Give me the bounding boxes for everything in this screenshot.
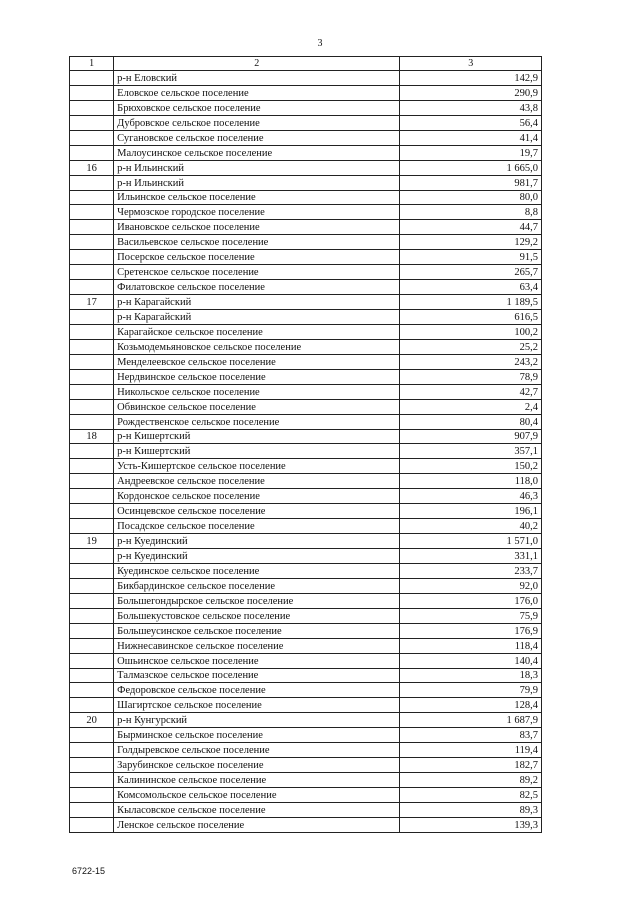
settlement-name-cell: Шагиртское сельское поселение [114,698,400,713]
settlement-name-cell: Большекустовское сельское поселение [114,608,400,623]
value-cell: 19,7 [400,145,542,160]
row-number-cell [70,758,114,773]
row-number-cell [70,145,114,160]
row-number-cell [70,235,114,250]
value-cell: 43,8 [400,100,542,115]
table-row [70,668,542,683]
row-number-cell [70,638,114,653]
value-cell: 176,9 [400,623,542,638]
value-cell: 75,9 [400,608,542,623]
table-row [70,474,542,489]
settlement-name-cell: Брюховское сельское поселение [114,100,400,115]
value-cell: 907,9 [400,429,542,444]
row-number-cell [70,519,114,534]
table-row [70,788,542,803]
settlement-name-cell: Малоусинское сельское поселение [114,145,400,160]
value-cell: 981,7 [400,175,542,190]
value-cell: 182,7 [400,758,542,773]
table-row [70,250,542,265]
row-number-cell [70,623,114,638]
settlement-name-cell: Зарубинское сельское поселение [114,758,400,773]
settlement-name-cell: Бикбардинское сельское поселение [114,578,400,593]
value-cell: 2,4 [400,399,542,414]
row-number-cell [70,504,114,519]
table-row [70,504,542,519]
settlement-name-cell: Менделеевское сельское поселение [114,354,400,369]
value-cell: 196,1 [400,504,542,519]
table-body [70,57,542,833]
row-number-cell [70,115,114,130]
settlement-name-cell: Дубровское сельское поселение [114,115,400,130]
column-header-name: 2 [114,57,400,71]
value-cell: 119,4 [400,743,542,758]
settlement-name-cell: р-н Ильинский [114,160,400,175]
table-row [70,324,542,339]
table-row [70,85,542,100]
row-number-cell [70,593,114,608]
settlement-name-cell: Сретенское сельское поселение [114,265,400,280]
table-row [70,459,542,474]
value-cell: 89,3 [400,802,542,817]
row-number-cell [70,100,114,115]
row-number-cell [70,85,114,100]
table-row [70,414,542,429]
table-row [70,295,542,310]
row-number-cell: 16 [70,160,114,175]
table-row [70,205,542,220]
settlement-name-cell: Комсомольское сельское поселение [114,788,400,803]
value-cell: 616,5 [400,310,542,325]
table-row [70,802,542,817]
settlement-name-cell: Васильевское сельское поселение [114,235,400,250]
settlement-name-cell: Нердвинское сельское поселение [114,369,400,384]
table-row [70,683,542,698]
table-row [70,369,542,384]
table-row [70,489,542,504]
settlement-name-cell: Кордонское сельское поселение [114,489,400,504]
settlement-name-cell: Никольское сельское поселение [114,384,400,399]
row-number-cell [70,399,114,414]
row-number-cell [70,698,114,713]
settlement-name-cell: р-н Кишертский [114,429,400,444]
table-row [70,698,542,713]
value-cell: 150,2 [400,459,542,474]
settlement-name-cell: Большегондырское сельское поселение [114,593,400,608]
value-cell: 1 687,9 [400,713,542,728]
value-cell: 139,3 [400,817,542,832]
table-row [70,728,542,743]
table-row [70,399,542,414]
row-number-cell [70,653,114,668]
value-cell: 25,2 [400,339,542,354]
value-cell: 1 665,0 [400,160,542,175]
table-row [70,384,542,399]
table-row [70,743,542,758]
value-cell: 265,7 [400,265,542,280]
value-cell: 331,1 [400,549,542,564]
row-number-cell [70,683,114,698]
value-cell: 83,7 [400,728,542,743]
row-number-cell [70,728,114,743]
table-row [70,534,542,549]
settlement-name-cell: р-н Ильинский [114,175,400,190]
table-row [70,817,542,832]
row-number-cell [70,773,114,788]
row-number-cell [70,608,114,623]
table-row [70,713,542,728]
settlement-name-cell: Чермозское городское поселение [114,205,400,220]
settlement-name-cell: Куединское сельское поселение [114,563,400,578]
row-number-cell: 19 [70,534,114,549]
table-row [70,653,542,668]
settlement-name-cell: р-н Куединский [114,549,400,564]
value-cell: 82,5 [400,788,542,803]
value-cell: 357,1 [400,444,542,459]
value-cell: 118,4 [400,638,542,653]
value-cell: 79,9 [400,683,542,698]
settlement-name-cell: р-н Кунгурский [114,713,400,728]
settlement-name-cell: р-н Куединский [114,534,400,549]
value-cell: 92,0 [400,578,542,593]
column-header-number: 1 [70,57,114,71]
settlement-name-cell: Талмазское сельское поселение [114,668,400,683]
settlement-name-cell: р-н Карагайский [114,310,400,325]
settlement-name-cell: Еловское сельское поселение [114,85,400,100]
table-row [70,563,542,578]
row-number-cell [70,802,114,817]
value-cell: 18,3 [400,668,542,683]
table-row [70,339,542,354]
row-number-cell: 20 [70,713,114,728]
table-row [70,190,542,205]
settlement-name-cell: Сугановское сельское поселение [114,130,400,145]
row-number-cell [70,459,114,474]
value-cell: 80,4 [400,414,542,429]
settlement-name-cell: Рождественское сельское поселение [114,414,400,429]
table-row [70,160,542,175]
value-cell: 80,0 [400,190,542,205]
table-row [70,265,542,280]
table-row [70,175,542,190]
settlement-name-cell: р-н Еловский [114,71,400,86]
value-cell: 44,7 [400,220,542,235]
table-row [70,444,542,459]
row-number-cell [70,578,114,593]
settlement-name-cell: Ивановское сельское поселение [114,220,400,235]
value-cell: 1 189,5 [400,295,542,310]
value-cell: 290,9 [400,85,542,100]
table-row [70,608,542,623]
row-number-cell [70,743,114,758]
settlement-name-cell: Осинцевское сельское поселение [114,504,400,519]
row-number-cell: 17 [70,295,114,310]
settlement-name-cell: Ошьинское сельское поселение [114,653,400,668]
value-cell: 243,2 [400,354,542,369]
table-row [70,354,542,369]
value-cell: 100,2 [400,324,542,339]
value-cell: 118,0 [400,474,542,489]
settlement-name-cell: Нижнесавинское сельское поселение [114,638,400,653]
settlement-name-cell: Кыласовское сельское поселение [114,802,400,817]
row-number-cell [70,788,114,803]
row-number-cell [70,220,114,235]
table-row [70,593,542,608]
data-table [69,56,542,833]
value-cell: 176,0 [400,593,542,608]
settlement-name-cell: Карагайское сельское поселение [114,324,400,339]
row-number-cell [70,250,114,265]
settlement-name-cell: Обвинское сельское поселение [114,399,400,414]
settlement-name-cell: Калининское сельское поселение [114,773,400,788]
row-number-cell [70,205,114,220]
value-cell: 142,9 [400,71,542,86]
row-number-cell [70,339,114,354]
row-number-cell [70,324,114,339]
table-row [70,130,542,145]
table-row [70,280,542,295]
row-number-cell [70,474,114,489]
settlement-name-cell: Андреевское сельское поселение [114,474,400,489]
settlement-name-cell: Федоровское сельское поселение [114,683,400,698]
table-row [70,115,542,130]
value-cell: 129,2 [400,235,542,250]
row-number-cell [70,130,114,145]
settlement-name-cell: Голдыревское сельское поселение [114,743,400,758]
settlement-name-cell: Посерское сельское поселение [114,250,400,265]
row-number-cell [70,444,114,459]
value-cell: 40,2 [400,519,542,534]
value-cell: 233,7 [400,563,542,578]
row-number-cell [70,549,114,564]
settlement-name-cell: р-н Кишертский [114,444,400,459]
value-cell: 91,5 [400,250,542,265]
value-cell: 78,9 [400,369,542,384]
value-cell: 42,7 [400,384,542,399]
table-row [70,310,542,325]
table-row [70,638,542,653]
settlement-name-cell: Большеусинское сельское поселение [114,623,400,638]
table-row [70,519,542,534]
value-cell: 1 571,0 [400,534,542,549]
row-number-cell [70,310,114,325]
table-row [70,145,542,160]
row-number-cell [70,280,114,295]
table-row [70,235,542,250]
settlement-name-cell: Филатовское сельское поселение [114,280,400,295]
row-number-cell [70,668,114,683]
value-cell: 46,3 [400,489,542,504]
row-number-cell [70,414,114,429]
value-cell: 41,4 [400,130,542,145]
settlement-name-cell: Ильинское сельское поселение [114,190,400,205]
row-number-cell [70,817,114,832]
row-number-cell [70,384,114,399]
table-row [70,578,542,593]
row-number-cell [70,265,114,280]
value-cell: 89,2 [400,773,542,788]
row-number-cell: 18 [70,429,114,444]
settlement-name-cell: р-н Карагайский [114,295,400,310]
table-row [70,100,542,115]
settlement-name-cell: Козьмодемьяновское сельское поселение [114,339,400,354]
column-header-value: 3 [400,57,542,71]
table-row [70,623,542,638]
settlement-name-cell: Посадское сельское поселение [114,519,400,534]
row-number-cell [70,489,114,504]
settlement-name-cell: Усть-Кишертское сельское поселение [114,459,400,474]
row-number-cell [70,369,114,384]
row-number-cell [70,190,114,205]
table-row [70,220,542,235]
table-row [70,71,542,86]
table-header-row [70,57,542,71]
value-cell: 56,4 [400,115,542,130]
value-cell: 140,4 [400,653,542,668]
row-number-cell [70,175,114,190]
footer-document-code: 6722-15 [72,866,106,876]
settlement-name-cell: Ленское сельское поселение [114,817,400,832]
value-cell: 8,8 [400,205,542,220]
page-number: 3 [317,38,323,49]
table-row [70,549,542,564]
row-number-cell [70,563,114,578]
value-cell: 63,4 [400,280,542,295]
table-row [70,773,542,788]
value-cell: 128,4 [400,698,542,713]
row-number-cell [70,354,114,369]
table-row [70,758,542,773]
table-row [70,429,542,444]
row-number-cell [70,71,114,86]
settlement-name-cell: Бырминское сельское поселение [114,728,400,743]
